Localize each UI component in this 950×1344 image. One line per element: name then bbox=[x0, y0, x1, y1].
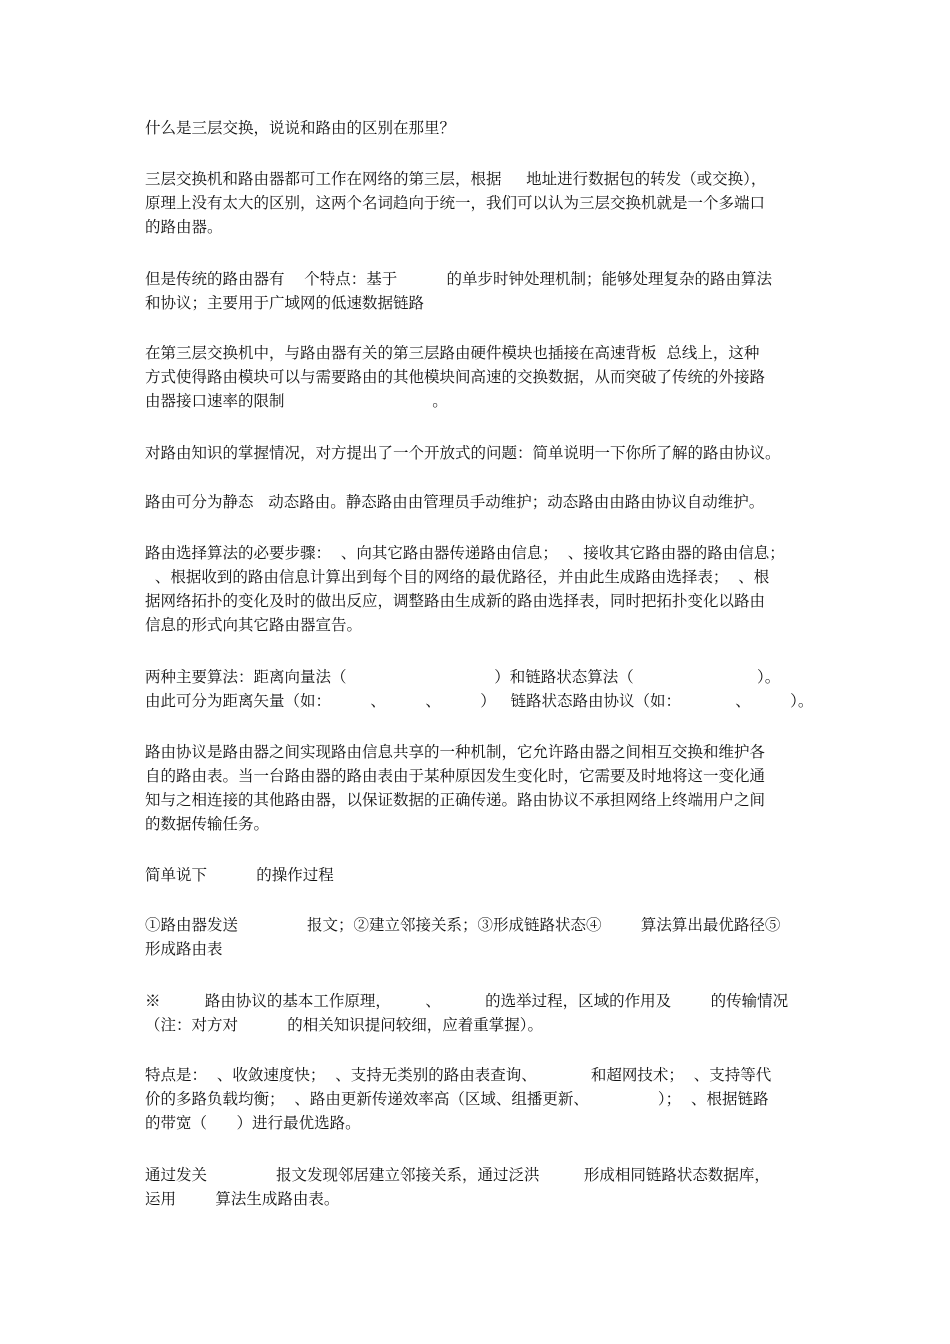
text-line: 由此可分为距离矢量（如： 、 、 ） 链路状态路由协议（如： 、 ）。 bbox=[145, 692, 814, 710]
text-line: 路由选择算法的必要步骤： 、向其它路由器传递路由信息； 、接收其它路由器的路由信息； bbox=[145, 544, 785, 562]
text-line: 、根据收到的路由信息计算出到每个目的网络的最优路径，并由此生成路由选择表； 、根 bbox=[145, 568, 770, 586]
text-line: ※ 路由协议的基本工作原理， 、 的选举过程，区域的作用及 的传输情况 bbox=[145, 992, 789, 1010]
text-line: 对路由知识的掌握情况，对方提出了一个开放式的问题：简单说明一下你所了解的路由协议。 bbox=[145, 444, 781, 462]
features-paragraph bbox=[145, 1063, 810, 1135]
operation-steps-paragraph bbox=[145, 913, 810, 961]
layer3-switch-paragraph bbox=[145, 167, 810, 239]
text-line: 通过发关 报文发现邻居建立邻接关系，通过泛洪 形成相同链路状态数据库， bbox=[145, 1166, 770, 1184]
text-line: 的带宽（ ）进行最优选路。 bbox=[145, 1114, 361, 1132]
backplane-paragraph bbox=[145, 341, 810, 413]
text-line: 由器接口速率的限制 。 bbox=[145, 392, 448, 410]
text-line: 特点是： 、收敛速度快； 、支持无类别的路由表查询、 和超网技术； 、支持等代 bbox=[145, 1066, 772, 1084]
text-line: 路由协议是路由器之间实现路由信息共享的一种机制，它允许路由器之间相互交换和维护各 bbox=[145, 743, 766, 761]
text-line: 价的多路负载均衡； 、路由更新传递效率高（区域、组播更新、 ）； 、根据链路 bbox=[145, 1090, 769, 1108]
text-line: 路由可分为静态 动态路由。静态路由由管理员手动维护；动态路由由路由协议自动维护。 bbox=[145, 493, 765, 511]
text-line: 运用 算法生成路由表。 bbox=[145, 1190, 340, 1208]
traditional-router-paragraph bbox=[145, 267, 810, 315]
routing-question-paragraph bbox=[145, 441, 810, 465]
routing-protocol-definition-paragraph bbox=[145, 740, 810, 836]
working-principle-paragraph bbox=[145, 989, 810, 1037]
text-line: 自的路由表。当一台路由器的路由表由于某种原因发生变化时，它需要及时地将这一变化通 bbox=[145, 767, 766, 785]
text-line: 但是传统的路由器有 个特点：基于 的单步时钟处理机制；能够处理复杂的路由算法 bbox=[145, 270, 772, 288]
text-line: 形成路由表 bbox=[145, 940, 223, 958]
text-line: 的路由器。 bbox=[145, 218, 223, 236]
text-line: 简单说下 的操作过程 bbox=[145, 866, 334, 884]
text-line: 的数据传输任务。 bbox=[145, 815, 270, 833]
text-line: 和协议；主要用于广域网的低速数据链路 bbox=[145, 294, 425, 312]
text-line: 原理上没有太大的区别，这两个名词趋向于统一，我们可以认为三层交换机就是一个多端口 bbox=[145, 194, 766, 212]
text-line: 三层交换机和路由器都可工作在网络的第三层，根据 地址进行数据包的转发（或交换）， bbox=[145, 170, 767, 188]
text-line: ①路由器发送 报文；②建立邻接关系；③形成链路状态④ 算法算出最优路径⑤ bbox=[145, 916, 781, 934]
two-algorithms-paragraph bbox=[145, 665, 814, 713]
text-line: 在第三层交换机中，与路由器有关的第三层路由硬件模块也插接在高速背板 总线上，这种 bbox=[145, 344, 760, 362]
text-line: 信息的形式向其它路由器宣告。 bbox=[145, 616, 363, 634]
question-heading bbox=[145, 116, 810, 140]
text-line: 两种主要算法：距离向量法（ ）和链路状态算法（ ）。 bbox=[145, 668, 781, 686]
algorithm-steps-paragraph bbox=[145, 541, 810, 637]
text-line: 方式使得路由模块可以与需要路由的其他模块间高速的交换数据，从而突破了传统的外接路 bbox=[145, 368, 766, 386]
text-line: 什么是三层交换，说说和路由的区别在那里？ bbox=[145, 119, 456, 137]
static-dynamic-paragraph bbox=[145, 490, 810, 514]
text-line: 知与之相连接的其他路由器，以保证数据的正确传递。路由协议不承担网络上终端用户之间 bbox=[145, 791, 766, 809]
text-line: 据网络拓扑的变化及时的做出反应，调整路由生成新的路由选择表，同时把拓扑变化以路由 bbox=[145, 592, 766, 610]
text-line: （注：对方对 的相关知识提问较细，应着重掌握）。 bbox=[145, 1016, 544, 1034]
operation-process-heading bbox=[145, 863, 810, 887]
neighbor-adjacency-paragraph bbox=[145, 1163, 810, 1211]
